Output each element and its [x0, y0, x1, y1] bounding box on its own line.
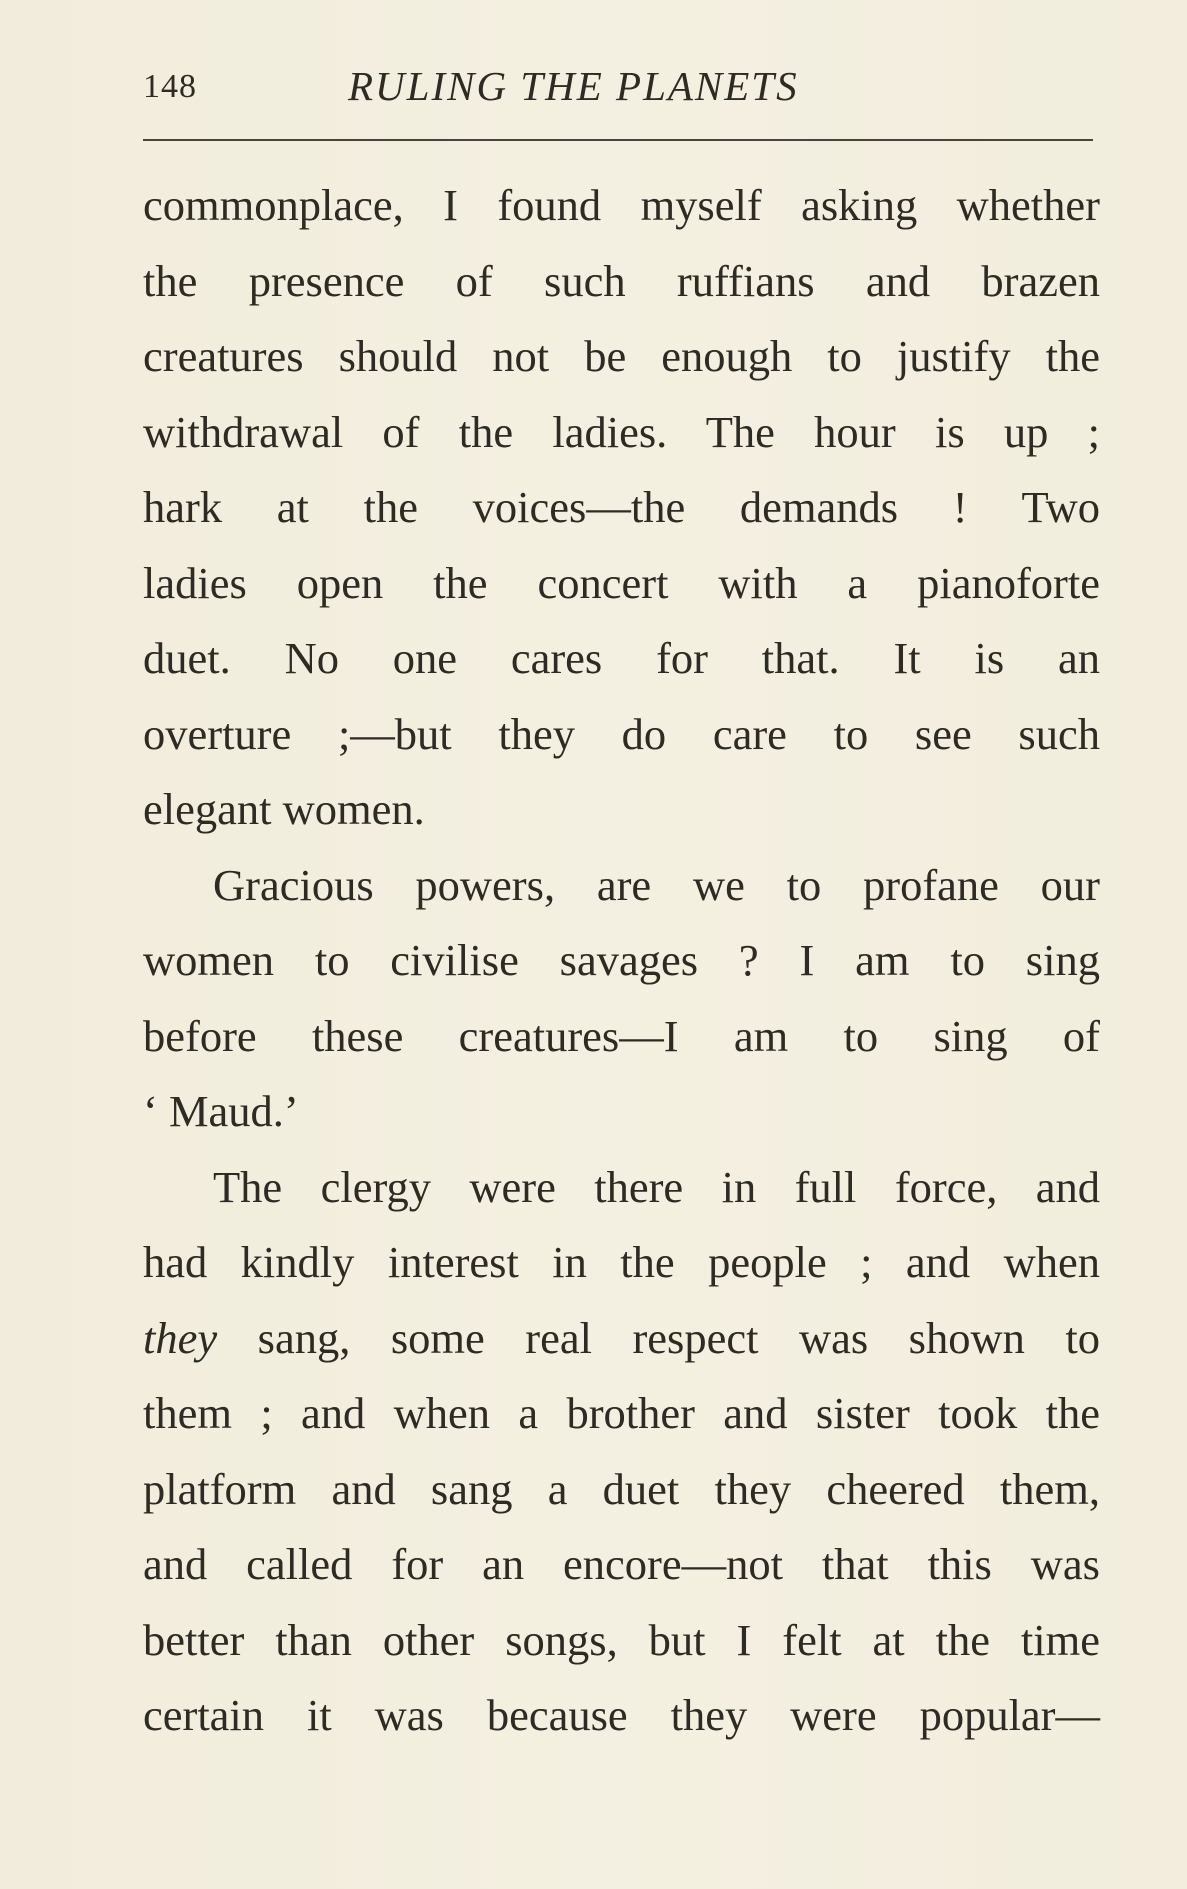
text-line: overture ;—but they do care to see such	[143, 708, 1100, 759]
header-rule	[143, 139, 1093, 141]
text-line: them ; and when a brother and sister took the	[143, 1388, 1100, 1438]
paragraph-1	[143, 168, 1100, 848]
running-title: RULING THE PLANETS	[348, 63, 799, 109]
italic-word: they	[143, 1312, 218, 1363]
text-line: better than other songs, but I felt at the time	[143, 1614, 1100, 1665]
text-line: creatures should not be enough to justify the	[143, 331, 1100, 381]
text-line: certain it was because they were popular—	[143, 1690, 1100, 1740]
text-line: and called for an encore—not that this was	[143, 1539, 1100, 1589]
text-line: elegant women.	[143, 784, 425, 834]
text-line: Gracious powers, are we to profane our	[213, 859, 1100, 910]
page-number: 148	[143, 68, 197, 105]
text-line: women to civilise savages ? I am to sing	[143, 935, 1100, 985]
text-line: ladies open the concert with a pianoforte	[143, 557, 1100, 608]
text-line: withdrawal of the ladies. The hour is up ;	[143, 406, 1100, 457]
text-line: The clergy were there in full force, and	[213, 1161, 1100, 1212]
text-line: the presence of such ruffians and brazen	[143, 255, 1100, 306]
text-line: commonplace, I found myself asking whether	[143, 180, 1100, 230]
text-line: before these creatures—I am to sing of	[143, 1010, 1100, 1061]
text-line: ‘ Maud.’	[143, 1086, 299, 1136]
text-line	[143, 1301, 1100, 1377]
paragraph-3	[143, 1150, 1100, 1754]
paragraph-2	[143, 848, 1100, 1150]
body-text	[143, 168, 1100, 1754]
text-line-rest: sang, some real respect was shown to	[217, 1312, 1100, 1363]
text-line: hark at the voices—the demands ! Two	[143, 482, 1100, 532]
text-line: platform and sang a duet they cheered them,	[143, 1463, 1100, 1514]
text-line: duet. No one cares for that. It is an	[143, 633, 1100, 683]
page-header	[143, 62, 1093, 122]
text-line: had kindly interest in the people ; and when	[143, 1237, 1100, 1287]
